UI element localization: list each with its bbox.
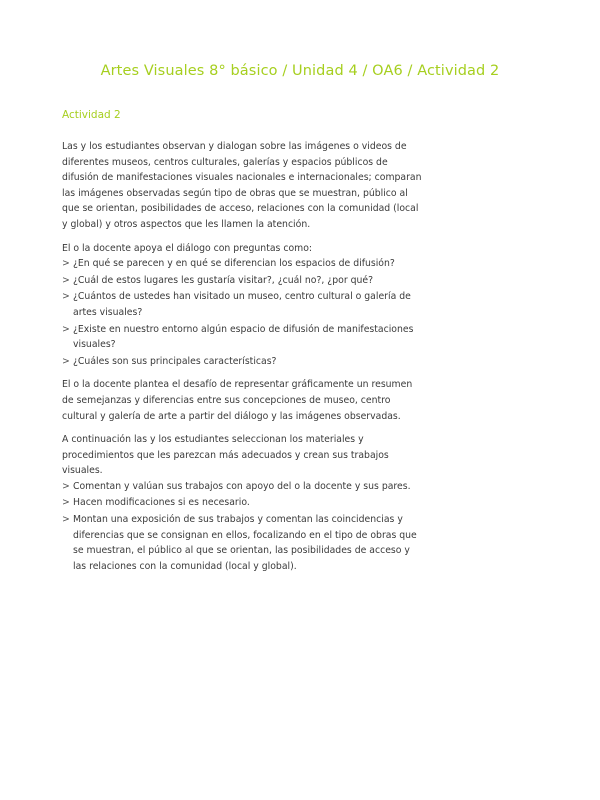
question-item: > ¿En qué se parecen y en qué se diferencian los espacios de difusión? <box>62 256 422 272</box>
steps-list <box>62 479 422 575</box>
chevron-right-icon: > <box>62 323 70 335</box>
chevron-right-icon: > <box>62 514 70 526</box>
chevron-right-icon: > <box>62 291 70 303</box>
question-item: > ¿Cuál de estos lugares les gustaría visitar?, ¿cuál no?, ¿por qué? <box>62 273 422 289</box>
page-header-title: Artes Visuales 8° básico / Unidad 4 / OA6 / Actividad 2 <box>100 63 500 79</box>
step-item: > Montan una exposición de sus trabajos y comentan las coincidencias y diferencias que se consignan en ellos, focalizando en el tipo de obras que se muestran, el público al que se orientan, las posibilidades de acceso y las relaciones con la comunidad (local y global). <box>62 514 417 572</box>
question-item: > ¿Existe en nuestro entorno algún espacio de difusión de manifestaciones visuales? <box>62 323 414 351</box>
chevron-right-icon: > <box>62 355 70 367</box>
step-item: > Comentan y valúan sus trabajos con apoyo del o la docente y sus pares. <box>62 479 422 495</box>
questions-intro: El o la docente apoya el diálogo con preguntas como: <box>62 242 313 254</box>
step-item: > Hacen modificaciones si es necesario. <box>62 495 422 511</box>
activity-title: Actividad 2 <box>62 109 121 121</box>
question-item: > ¿Cuáles son sus principales características? <box>62 354 422 370</box>
chevron-right-icon: > <box>62 274 70 286</box>
intro-paragraph: Las y los estudiantes observan y dialogan sobre las imágenes o videos de diferentes museos, centros culturales, galerías y espacios públicos de difusión de manifestaciones visuales nacionales e internacionales; comparan las imágenes observadas según tipo de obras que se muestran, público al que se orientan, posibilidades de acceso, relaciones con la comunidad (local y global) y otros aspectos que les llamen la atención. <box>62 141 422 230</box>
chevron-right-icon: > <box>62 258 70 270</box>
questions-list <box>62 256 422 369</box>
chevron-right-icon: > <box>62 480 70 492</box>
chevron-right-icon: > <box>62 497 70 509</box>
next-intro-paragraph: A continuación las y los estudiantes seleccionan los materiales y procedimientos que les parezcan más adecuados y crean sus trabajos visuales. <box>62 434 389 477</box>
activity-content <box>62 108 422 582</box>
question-item: > ¿Cuántos de ustedes han visitado un museo, centro cultural o galería de artes visuales? <box>62 291 411 318</box>
challenge-paragraph: El o la docente plantea el desafío de representar gráficamente un resumen de semejanzas y diferencias entre sus concepciones de museo, centro cultural y galería de arte a partir del diálogo y las imágenes observadas. <box>62 379 413 422</box>
